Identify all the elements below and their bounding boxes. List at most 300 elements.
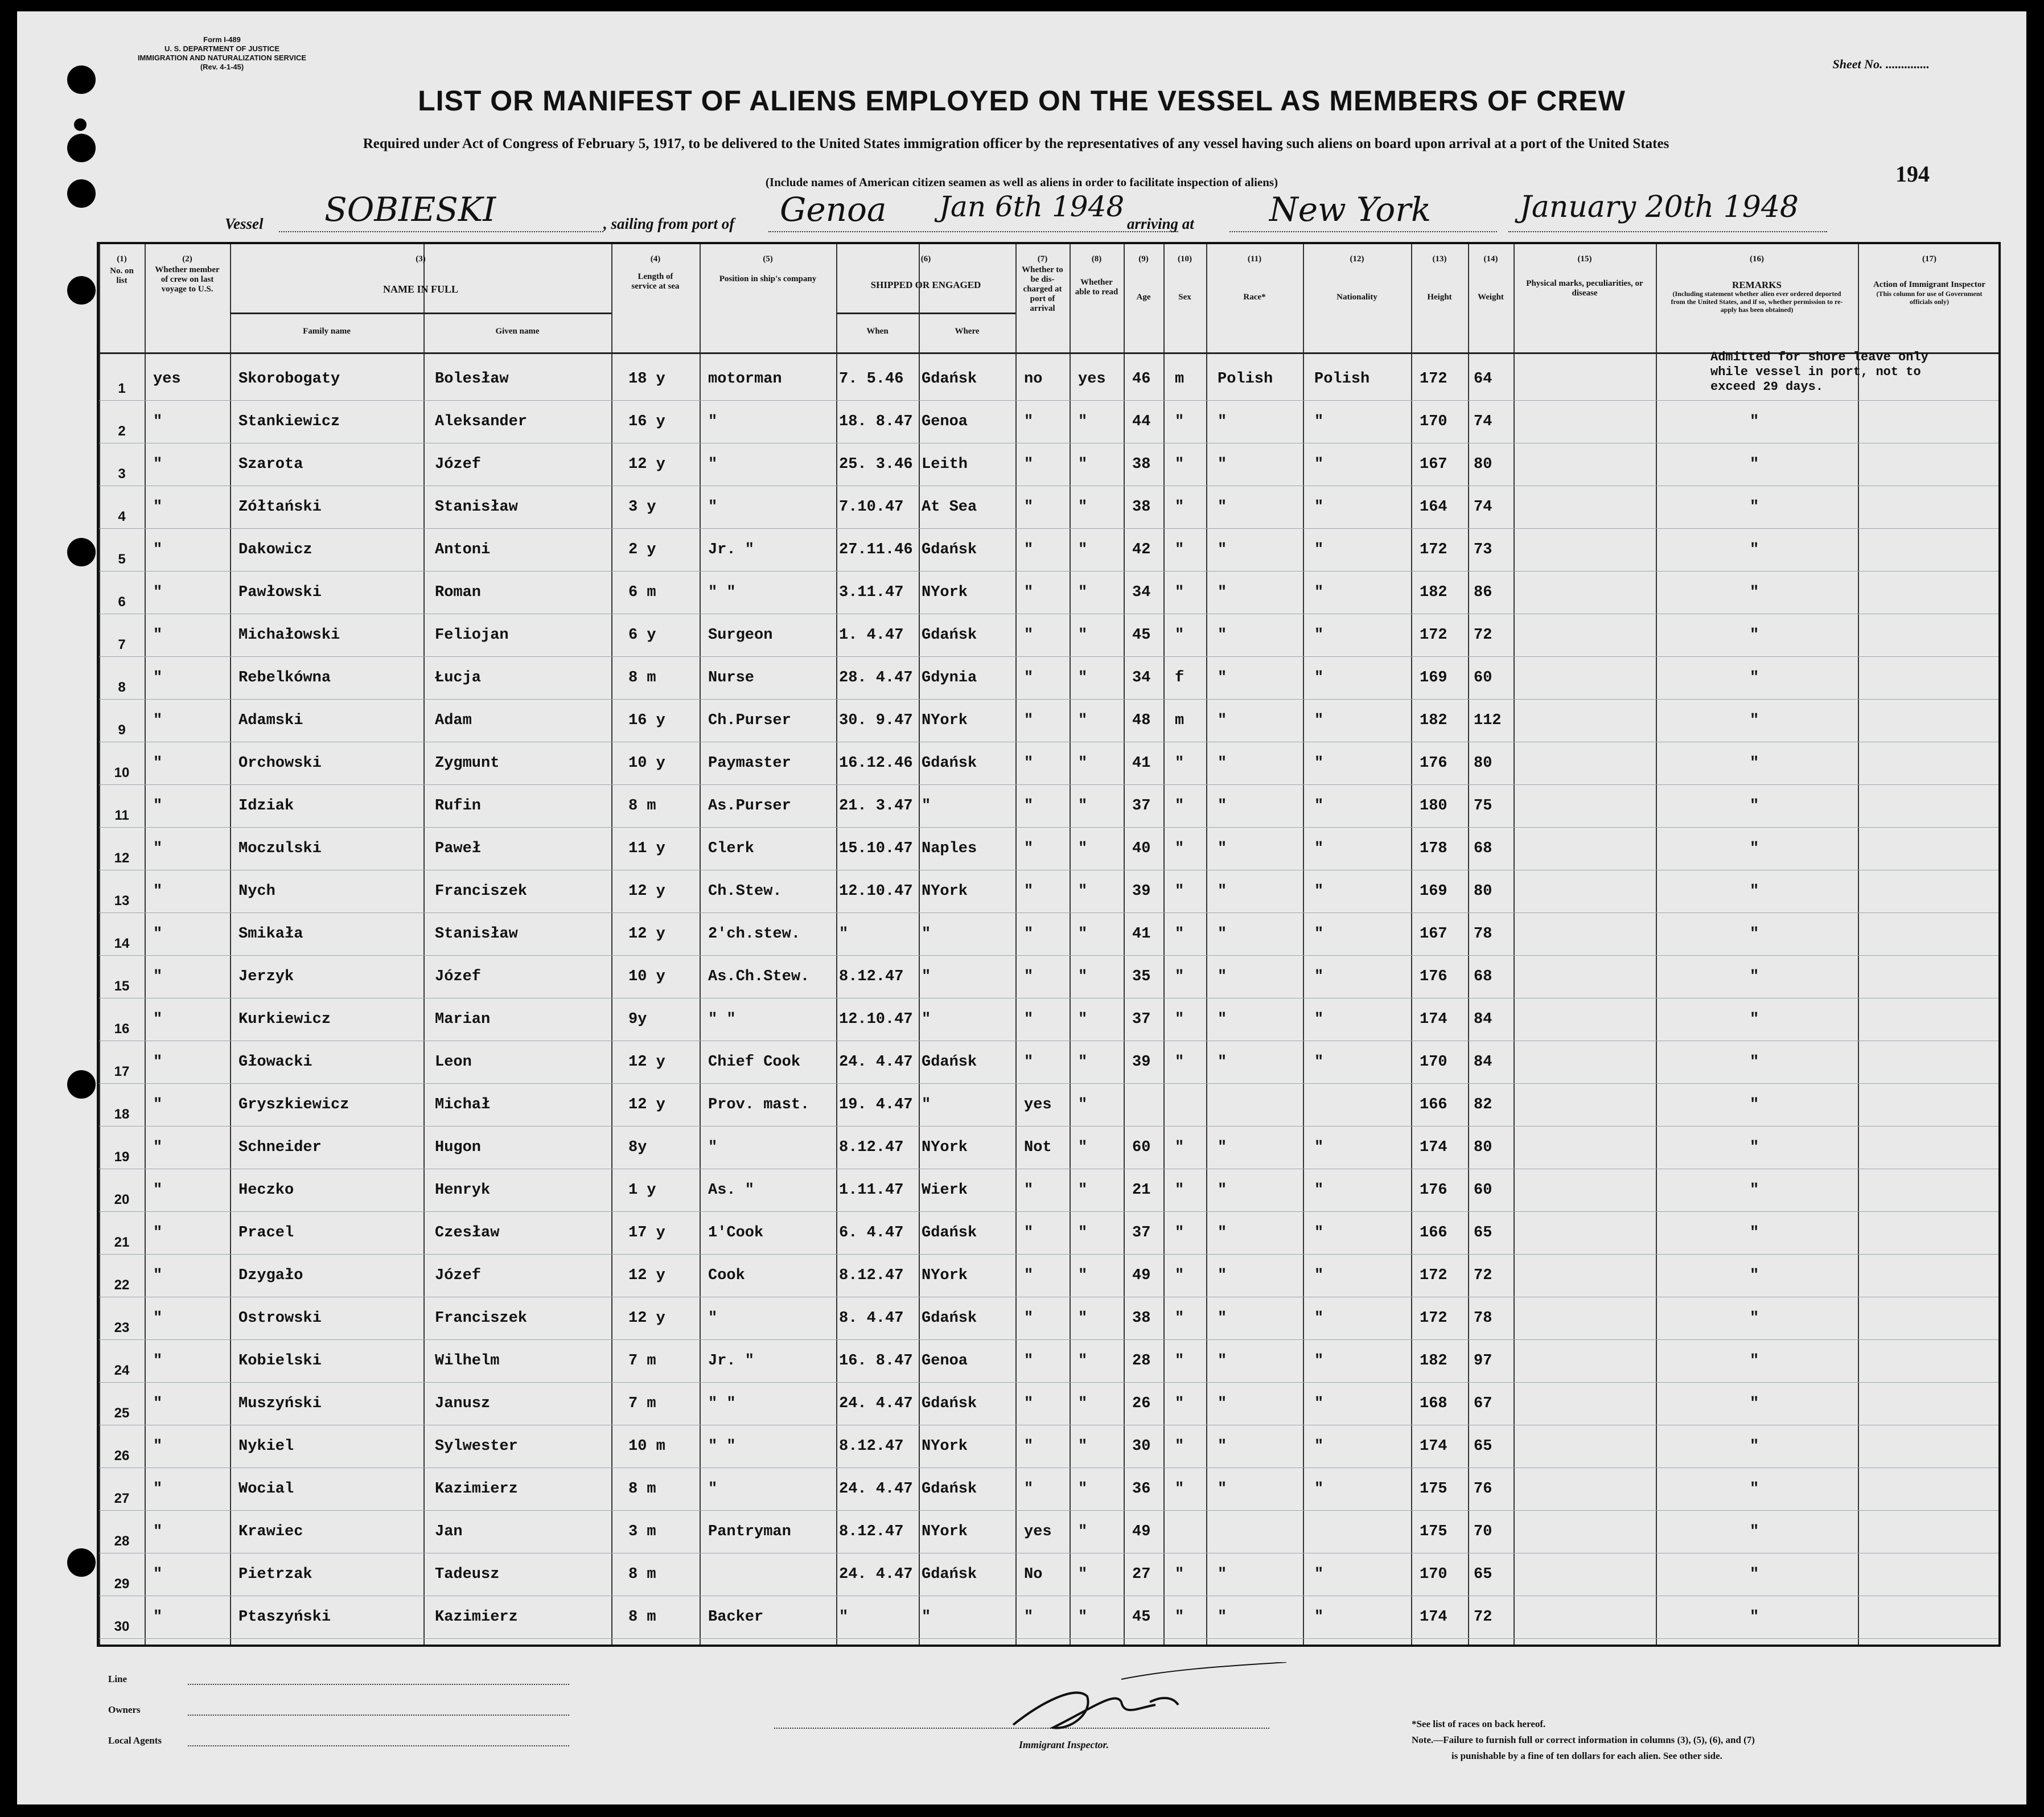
cell-discharged: " bbox=[1024, 1011, 1034, 1028]
cell-shipped-when: 8. 4.47 bbox=[839, 1310, 904, 1327]
cell-sex: " bbox=[1175, 627, 1185, 644]
cell-prev-voyage: " bbox=[153, 1224, 163, 1242]
cell-family-name: Wocial bbox=[238, 1481, 294, 1498]
cell-age: 37 bbox=[1132, 797, 1151, 815]
cell-nationality: Polish bbox=[1314, 371, 1370, 388]
cell-service-length: 7 m bbox=[628, 1395, 656, 1412]
cell-height: 167 bbox=[1420, 456, 1447, 473]
cell-position: " bbox=[708, 499, 718, 516]
cell-height: 169 bbox=[1420, 669, 1447, 686]
cell-able-to-read: " bbox=[1078, 1139, 1088, 1156]
cell-age: 49 bbox=[1132, 1267, 1151, 1284]
cell-service-length: 12 y bbox=[628, 1096, 665, 1113]
cell-sex: f bbox=[1175, 669, 1185, 686]
cell-shipped-where: " bbox=[922, 1609, 931, 1626]
cell-position: As.Purser bbox=[708, 797, 791, 815]
cell-given-name: Henryk bbox=[435, 1182, 491, 1199]
cell-discharged: " bbox=[1024, 1438, 1034, 1455]
cell-position: As.Ch.Stew. bbox=[708, 968, 810, 985]
cell-weight: 68 bbox=[1474, 840, 1492, 857]
cell-shipped-when: 6. 4.47 bbox=[839, 1224, 904, 1242]
cell-nationality: " bbox=[1314, 1438, 1324, 1455]
cell-able-to-read: yes bbox=[1078, 371, 1106, 388]
row-number: 20 bbox=[114, 1192, 130, 1207]
cell-family-name: Zółtański bbox=[238, 499, 322, 516]
cell-able-to-read: " bbox=[1078, 541, 1088, 558]
cell-discharged: " bbox=[1024, 1609, 1034, 1626]
cell-weight: 80 bbox=[1474, 883, 1492, 900]
cell-discharged: no bbox=[1024, 371, 1043, 388]
cell-shipped-when: 24. 4.47 bbox=[839, 1054, 913, 1071]
cell-weight: 80 bbox=[1474, 755, 1492, 772]
cell-nationality: " bbox=[1314, 1224, 1324, 1242]
page-title: LIST OR MANIFEST OF ALIENS EMPLOYED ON THE VESSEL AS MEMBERS OF CREW bbox=[418, 85, 1626, 117]
cell-nationality: " bbox=[1314, 1353, 1324, 1370]
cell-shipped-where: NYork bbox=[922, 1139, 968, 1156]
cell-height: 174 bbox=[1420, 1438, 1447, 1455]
cell-prev-voyage: " bbox=[153, 1438, 163, 1455]
cell-weight: 65 bbox=[1474, 1438, 1492, 1455]
cell-shipped-when: 16. 8.47 bbox=[839, 1353, 913, 1370]
cell-shipped-where: Genoa bbox=[922, 413, 968, 430]
cell-position: " " bbox=[708, 584, 736, 601]
row-number: 3 bbox=[118, 466, 126, 482]
row-rule bbox=[99, 912, 1998, 913]
cell-shipped-where: Gdańsk bbox=[922, 755, 977, 772]
cell-height: 182 bbox=[1420, 1353, 1447, 1370]
header-sex: (10) Sex bbox=[1178, 254, 1192, 302]
cell-discharged: " bbox=[1024, 413, 1034, 430]
cell-prev-voyage: " bbox=[153, 755, 163, 772]
header-family-name: Family name bbox=[303, 327, 351, 336]
cell-race: " bbox=[1218, 1182, 1227, 1199]
cell-shipped-where: Genoa bbox=[922, 1353, 968, 1370]
cell-age: 39 bbox=[1132, 883, 1151, 900]
cell-family-name: Nych bbox=[238, 883, 275, 900]
cell-age: 44 bbox=[1132, 413, 1151, 430]
cell-discharged: " bbox=[1024, 541, 1034, 558]
cell-discharged: " bbox=[1024, 1267, 1034, 1284]
cell-race: " bbox=[1218, 1054, 1227, 1071]
cell-service-length: 8y bbox=[628, 1139, 647, 1156]
cell-remarks: " bbox=[1750, 413, 1759, 430]
cell-discharged: " bbox=[1024, 627, 1034, 644]
cell-remarks: " bbox=[1750, 1609, 1759, 1626]
cell-given-name: Tadeusz bbox=[435, 1566, 500, 1583]
cell-given-name: Michał bbox=[435, 1096, 491, 1113]
cell-nationality: " bbox=[1314, 712, 1324, 729]
cell-nationality: " bbox=[1314, 584, 1324, 601]
cell-shipped-when: 8.12.47 bbox=[839, 1438, 904, 1455]
cell-weight: 97 bbox=[1474, 1353, 1492, 1370]
cell-shipped-when: 8.12.47 bbox=[839, 1139, 904, 1156]
punch-hole bbox=[67, 1070, 96, 1099]
row-number: 21 bbox=[114, 1235, 130, 1250]
cell-age: 38 bbox=[1132, 456, 1151, 473]
cell-weight: 72 bbox=[1474, 1609, 1492, 1626]
cell-able-to-read: " bbox=[1078, 1224, 1088, 1242]
cell-weight: 70 bbox=[1474, 1523, 1492, 1540]
cell-prev-voyage: " bbox=[153, 584, 163, 601]
cell-service-length: 3 y bbox=[628, 499, 656, 516]
cell-able-to-read: " bbox=[1078, 755, 1088, 772]
cell-discharged: Not bbox=[1024, 1139, 1052, 1156]
cell-remarks: " bbox=[1750, 499, 1759, 516]
cell-given-name: Stanisław bbox=[435, 499, 518, 516]
cell-given-name: Józef bbox=[435, 456, 482, 473]
cell-race: " bbox=[1218, 1267, 1227, 1284]
row-number: 8 bbox=[118, 680, 126, 695]
row-rule bbox=[99, 400, 1998, 401]
cell-prev-voyage: " bbox=[153, 1395, 163, 1412]
row-rule bbox=[99, 1382, 1998, 1383]
cell-height: 175 bbox=[1420, 1481, 1447, 1498]
cell-position: " " bbox=[708, 1438, 736, 1455]
cell-height: 172 bbox=[1420, 371, 1447, 388]
cell-remarks: " bbox=[1750, 1054, 1759, 1071]
cell-nationality: " bbox=[1314, 541, 1324, 558]
cell-prev-voyage: " bbox=[153, 1182, 163, 1199]
cell-discharged: " bbox=[1024, 584, 1034, 601]
cell-prev-voyage: " bbox=[153, 1139, 163, 1156]
cell-service-length: 12 y bbox=[628, 1267, 665, 1284]
row-number: 10 bbox=[114, 765, 130, 780]
sheet-number-label: Sheet No. .............. bbox=[1832, 57, 1930, 71]
inspector-signature bbox=[1007, 1662, 1292, 1736]
cell-age: 37 bbox=[1132, 1011, 1151, 1028]
cell-position: Cook bbox=[708, 1267, 745, 1284]
cell-given-name: Bolesław bbox=[435, 371, 509, 388]
cell-age: 38 bbox=[1132, 1310, 1151, 1327]
cell-discharged: " bbox=[1024, 797, 1034, 815]
cell-shipped-where: Gdańsk bbox=[922, 1310, 977, 1327]
cell-shipped-where: NYork bbox=[922, 712, 968, 729]
cell-height: 175 bbox=[1420, 1523, 1447, 1540]
cell-nationality: " bbox=[1314, 413, 1324, 430]
cell-family-name: Dakowicz bbox=[238, 541, 312, 558]
cell-family-name: Jerzyk bbox=[238, 968, 294, 985]
cell-shipped-when: 30. 9.47 bbox=[839, 712, 913, 729]
header-no-on-list: (1) No. on list bbox=[110, 254, 134, 285]
cell-given-name: Franciszek bbox=[435, 883, 528, 900]
cell-shipped-where: Gdańsk bbox=[922, 371, 977, 388]
cell-prev-voyage: " bbox=[153, 840, 163, 857]
cell-position: motorman bbox=[708, 371, 782, 388]
cell-height: 164 bbox=[1420, 499, 1447, 516]
cell-discharged: " bbox=[1024, 499, 1034, 516]
cell-family-name: Dzygało bbox=[238, 1267, 303, 1284]
row-rule bbox=[99, 1467, 1998, 1468]
cell-shipped-when: 8.12.47 bbox=[839, 1523, 904, 1540]
cell-able-to-read: " bbox=[1078, 1523, 1088, 1540]
cell-able-to-read: " bbox=[1078, 1438, 1088, 1455]
cell-age: 34 bbox=[1132, 584, 1151, 601]
cell-remarks: " bbox=[1750, 1267, 1759, 1284]
row-rule bbox=[99, 1126, 1998, 1127]
cell-race: " bbox=[1218, 413, 1227, 430]
cell-given-name: Marian bbox=[435, 1011, 491, 1028]
header-length-of-service: (4) Length of service at sea bbox=[631, 254, 680, 291]
cell-shipped-when: 7. 5.46 bbox=[839, 371, 904, 388]
row-number: 29 bbox=[114, 1576, 130, 1592]
cell-age: 34 bbox=[1132, 669, 1151, 686]
cell-position: Ch.Purser bbox=[708, 712, 791, 729]
cell-service-length: 2 y bbox=[628, 541, 656, 558]
cell-able-to-read: " bbox=[1078, 1182, 1088, 1199]
cell-height: 172 bbox=[1420, 1310, 1447, 1327]
header-height: (13) Height bbox=[1427, 254, 1452, 302]
cell-remarks: " bbox=[1750, 1096, 1759, 1113]
cell-nationality: " bbox=[1314, 840, 1324, 857]
cell-discharged: " bbox=[1024, 669, 1034, 686]
cell-sex: " bbox=[1175, 584, 1185, 601]
cell-given-name: Wilhelm bbox=[435, 1353, 500, 1370]
cell-discharged: " bbox=[1024, 840, 1034, 857]
cell-height: 178 bbox=[1420, 840, 1447, 857]
cell-age: 41 bbox=[1132, 755, 1151, 772]
header-age: (9) Age bbox=[1136, 254, 1151, 302]
cell-family-name: Skorobogaty bbox=[238, 371, 340, 388]
cell-weight: 67 bbox=[1474, 1395, 1492, 1412]
cell-weight: 60 bbox=[1474, 669, 1492, 686]
cell-nationality: " bbox=[1314, 1609, 1324, 1626]
cell-remarks: " bbox=[1750, 797, 1759, 815]
row-rule bbox=[99, 784, 1998, 785]
cell-family-name: Michałowski bbox=[238, 627, 340, 644]
cell-weight: 78 bbox=[1474, 926, 1492, 943]
cell-height: 174 bbox=[1420, 1139, 1447, 1156]
cell-race: " bbox=[1218, 1395, 1227, 1412]
cell-height: 172 bbox=[1420, 1267, 1447, 1284]
cell-race: " bbox=[1218, 456, 1227, 473]
cell-service-length: 6 y bbox=[628, 627, 656, 644]
cell-shipped-when: 8.12.47 bbox=[839, 1267, 904, 1284]
cell-shipped-where: Gdańsk bbox=[922, 1054, 977, 1071]
cell-able-to-read: " bbox=[1078, 1267, 1088, 1284]
cell-shipped-when: 27.11.46 bbox=[839, 541, 913, 558]
header-position: (5) Position in ship's company bbox=[719, 254, 817, 283]
cell-remarks: " bbox=[1750, 1224, 1759, 1242]
cell-weight: 72 bbox=[1474, 627, 1492, 644]
cell-height: 170 bbox=[1420, 1054, 1447, 1071]
cell-height: 170 bbox=[1420, 1566, 1447, 1583]
cell-prev-voyage: " bbox=[153, 1054, 163, 1071]
cell-shipped-when: 24. 4.47 bbox=[839, 1395, 913, 1412]
cell-able-to-read: " bbox=[1078, 669, 1088, 686]
cell-shipped-where: " bbox=[922, 1096, 931, 1113]
cell-position: Clerk bbox=[708, 840, 755, 857]
cell-race: " bbox=[1218, 584, 1227, 601]
crew-table bbox=[97, 242, 2001, 1647]
cell-prev-voyage: " bbox=[153, 413, 163, 430]
cell-age: 26 bbox=[1132, 1395, 1151, 1412]
cell-discharged: " bbox=[1024, 1310, 1034, 1327]
row-rule bbox=[99, 1638, 1998, 1639]
cell-family-name: Nykiel bbox=[238, 1438, 294, 1455]
cell-given-name: Aleksander bbox=[435, 413, 528, 430]
manifest-page bbox=[17, 11, 2026, 1804]
cell-age: 38 bbox=[1132, 499, 1151, 516]
cell-given-name: Leon bbox=[435, 1054, 472, 1071]
cell-shipped-where: " bbox=[922, 926, 931, 943]
cell-prev-voyage: " bbox=[153, 499, 163, 516]
cell-given-name: Franciszek bbox=[435, 1310, 528, 1327]
cell-nationality: " bbox=[1314, 1011, 1324, 1028]
cell-nationality: " bbox=[1314, 1139, 1324, 1156]
cell-discharged: yes bbox=[1024, 1523, 1052, 1540]
cell-prev-voyage: " bbox=[153, 1481, 163, 1498]
cell-given-name: Roman bbox=[435, 584, 482, 601]
cell-age: 48 bbox=[1132, 712, 1151, 729]
cell-given-name: Jan bbox=[435, 1523, 463, 1540]
cell-family-name: Orchowski bbox=[238, 755, 322, 772]
row-number: 22 bbox=[114, 1277, 130, 1293]
cell-shipped-when: 1. 4.47 bbox=[839, 627, 904, 644]
cell-service-length: 16 y bbox=[628, 413, 665, 430]
row-number: 2 bbox=[118, 424, 126, 439]
cell-race: " bbox=[1218, 1609, 1227, 1626]
cell-family-name: Kobielski bbox=[238, 1353, 322, 1370]
cell-able-to-read: " bbox=[1078, 1609, 1088, 1626]
cell-sex: " bbox=[1175, 755, 1185, 772]
row-number: 5 bbox=[118, 552, 126, 567]
cell-family-name: Moczulski bbox=[238, 840, 322, 857]
cell-shipped-when: 3.11.47 bbox=[839, 584, 904, 601]
footer-agents-label: Local Agents bbox=[108, 1735, 162, 1746]
cell-prev-voyage: " bbox=[153, 1096, 163, 1113]
cell-prev-voyage: " bbox=[153, 968, 163, 985]
cell-age: 39 bbox=[1132, 1054, 1151, 1071]
cell-sex: " bbox=[1175, 1224, 1185, 1242]
cell-sex: " bbox=[1175, 1353, 1185, 1370]
cell-height: 170 bbox=[1420, 413, 1447, 430]
row-number: 14 bbox=[114, 936, 130, 951]
cell-race: " bbox=[1218, 797, 1227, 815]
header-able-to-read: (8) Whether able to read bbox=[1075, 254, 1118, 297]
header-last-voyage: (2) Whether member of crew on last voyage to U.S. bbox=[155, 254, 220, 294]
cell-nationality: " bbox=[1314, 456, 1324, 473]
cell-race: " bbox=[1218, 883, 1227, 900]
cell-given-name: Łucja bbox=[435, 669, 482, 686]
cell-height: 169 bbox=[1420, 883, 1447, 900]
cell-discharged: " bbox=[1024, 456, 1034, 473]
cell-race: " bbox=[1218, 755, 1227, 772]
cell-weight: 80 bbox=[1474, 456, 1492, 473]
cell-service-length: 6 m bbox=[628, 584, 656, 601]
cell-race: " bbox=[1218, 1310, 1227, 1327]
cell-nationality: " bbox=[1314, 1267, 1324, 1284]
cell-position: As. " bbox=[708, 1182, 755, 1199]
row-rule bbox=[99, 827, 1998, 828]
cell-age: 41 bbox=[1132, 926, 1151, 943]
departure-date: Jan 6th 1948 bbox=[939, 190, 1125, 223]
cell-remarks: " bbox=[1750, 1523, 1759, 1540]
cell-shipped-where: " bbox=[922, 1011, 931, 1028]
cell-position: Backer bbox=[708, 1609, 764, 1626]
cell-shipped-when: 12.10.47 bbox=[839, 1011, 913, 1028]
cell-shipped-when: 18. 8.47 bbox=[839, 413, 913, 430]
header-inspector-action: (17) Action of Immigrant Inspector (This column for use of Government officials only) bbox=[1873, 254, 1986, 306]
cell-position: " bbox=[708, 1481, 718, 1498]
cell-race: " bbox=[1218, 1353, 1227, 1370]
cell-given-name: Rufin bbox=[435, 797, 482, 815]
cell-nationality: " bbox=[1314, 926, 1324, 943]
cell-remarks: " bbox=[1750, 1395, 1759, 1412]
cell-prev-voyage: " bbox=[153, 1011, 163, 1028]
cell-discharged: " bbox=[1024, 1395, 1034, 1412]
row-number: 28 bbox=[114, 1534, 130, 1549]
cell-sex: " bbox=[1175, 413, 1185, 430]
header-shipped: (6) SHIPPED OR ENGAGED bbox=[870, 254, 981, 290]
cell-sex: " bbox=[1175, 1267, 1185, 1284]
cell-sex: " bbox=[1175, 1139, 1185, 1156]
cell-position: " bbox=[708, 456, 718, 473]
cell-able-to-read: " bbox=[1078, 499, 1088, 516]
cell-race: " bbox=[1218, 669, 1227, 686]
cell-sex: " bbox=[1175, 883, 1185, 900]
cell-weight: 112 bbox=[1474, 712, 1502, 729]
cell-nationality: " bbox=[1314, 1310, 1324, 1327]
cell-given-name: Kazimierz bbox=[435, 1481, 518, 1498]
cell-service-length: 8 m bbox=[628, 1609, 656, 1626]
cell-given-name: Paweł bbox=[435, 840, 482, 857]
cell-discharged: " bbox=[1024, 968, 1034, 985]
cell-shipped-when: 28. 4.47 bbox=[839, 669, 913, 686]
cell-family-name: Muszyński bbox=[238, 1395, 322, 1412]
cell-remarks: " bbox=[1750, 840, 1759, 857]
cell-race: " bbox=[1218, 968, 1227, 985]
cell-able-to-read: " bbox=[1078, 712, 1088, 729]
cell-weight: 68 bbox=[1474, 968, 1492, 985]
cell-height: 174 bbox=[1420, 1609, 1447, 1626]
cell-able-to-read: " bbox=[1078, 1481, 1088, 1498]
cell-race: " bbox=[1218, 1566, 1227, 1583]
punch-hole bbox=[67, 276, 96, 305]
cell-service-length: 12 y bbox=[628, 883, 665, 900]
cell-service-length: 9y bbox=[628, 1011, 647, 1028]
cell-nationality: " bbox=[1314, 1395, 1324, 1412]
cell-sex: m bbox=[1175, 371, 1185, 388]
row-number: 15 bbox=[114, 979, 130, 994]
row-number: 4 bbox=[118, 509, 126, 524]
cell-height: 176 bbox=[1420, 968, 1447, 985]
cell-race: " bbox=[1218, 499, 1227, 516]
cell-age: 42 bbox=[1132, 541, 1151, 558]
cell-age: 28 bbox=[1132, 1353, 1151, 1370]
cell-sex: " bbox=[1175, 968, 1185, 985]
cell-age: 21 bbox=[1132, 1182, 1151, 1199]
cell-family-name: Heczko bbox=[238, 1182, 294, 1199]
punch-hole bbox=[74, 118, 87, 131]
cell-prev-voyage: " bbox=[153, 712, 163, 729]
cell-race: " bbox=[1218, 627, 1227, 644]
cell-height: 182 bbox=[1420, 584, 1447, 601]
cell-family-name: Schneider bbox=[238, 1139, 322, 1156]
cell-shipped-where: Gdańsk bbox=[922, 1481, 977, 1498]
cell-sex: " bbox=[1175, 797, 1185, 815]
cell-position: Pantryman bbox=[708, 1523, 791, 1540]
cell-sex: " bbox=[1175, 541, 1185, 558]
cell-shipped-where: Gdańsk bbox=[922, 1566, 977, 1583]
cell-race: " bbox=[1218, 840, 1227, 857]
cell-nationality: " bbox=[1314, 797, 1324, 815]
cell-remarks: " bbox=[1750, 584, 1759, 601]
cell-family-name: Ptaszyński bbox=[238, 1609, 331, 1626]
cell-family-name: Gryszkiewicz bbox=[238, 1096, 349, 1113]
cell-able-to-read: " bbox=[1078, 797, 1088, 815]
cell-discharged: " bbox=[1024, 1481, 1034, 1498]
cell-race: " bbox=[1218, 1224, 1227, 1242]
